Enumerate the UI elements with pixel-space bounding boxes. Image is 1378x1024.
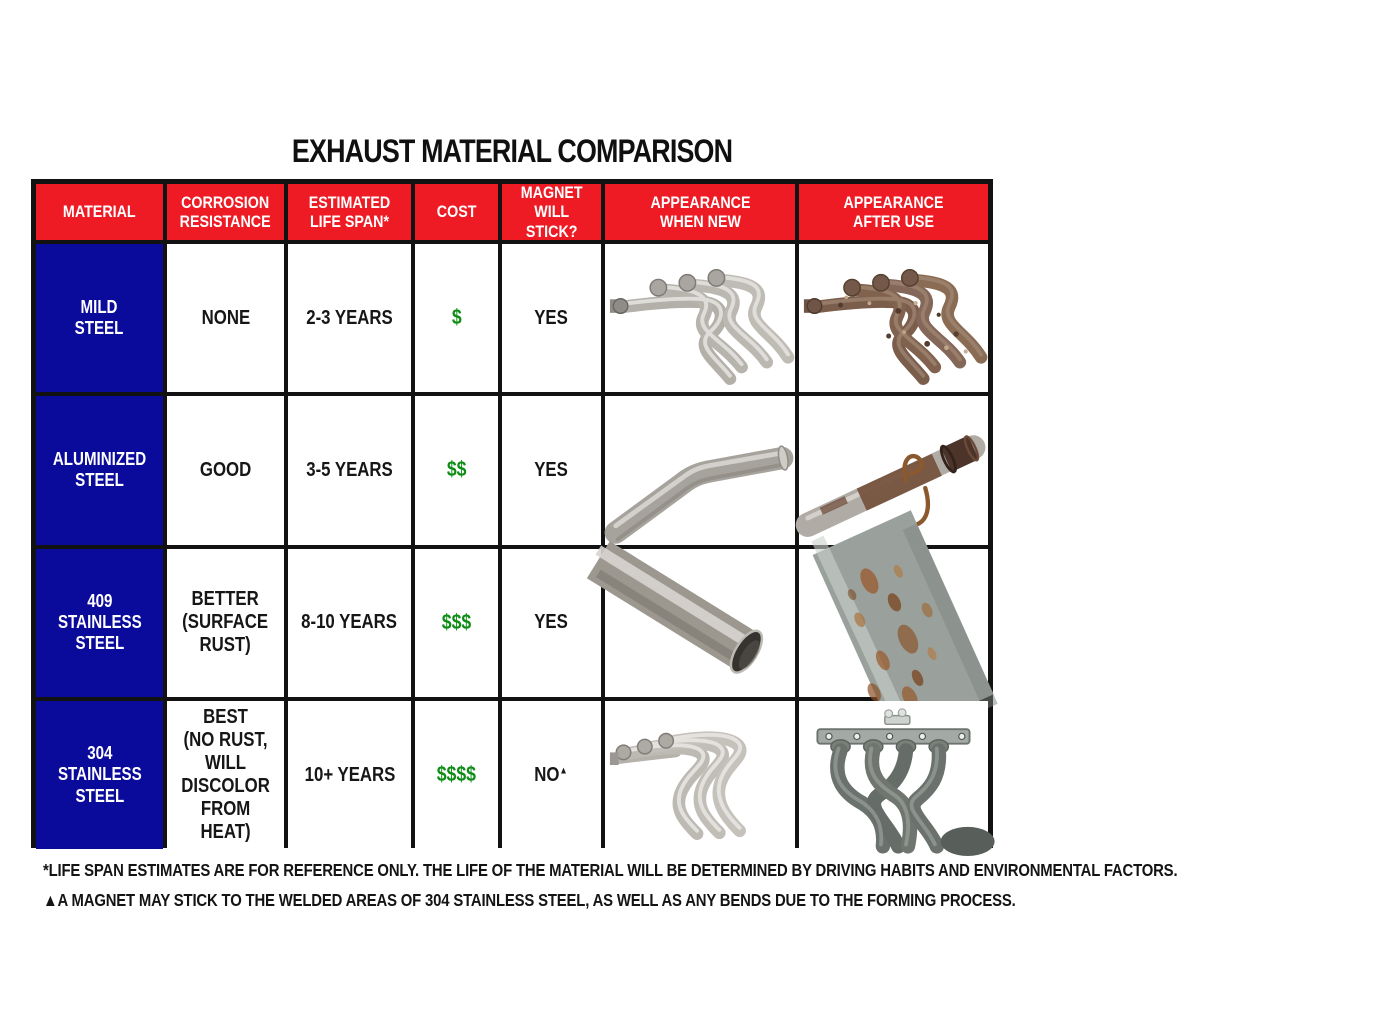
cell-cost-409-stainless: $$$ <box>415 549 498 697</box>
discolored-304-stainless-header-photo-icon <box>802 704 985 846</box>
cell-lifespan-mild-steel: 2-3 YEARS <box>288 244 411 392</box>
cell-magnet-304-stainless: NO▲ <box>502 701 601 849</box>
cell-mild-steel-used-photo <box>799 244 988 392</box>
cell-corrosion-304-stainless: BEST (NO RUST, WILL DISCOLOR FROM HEAT) <box>167 701 284 849</box>
cell-corrosion-aluminized-steel: GOOD <box>167 396 284 544</box>
new-409-stainless-straight-pipe-photo-icon <box>608 552 792 694</box>
column-header-appearance-when-new: APPEARANCE WHEN NEW <box>605 184 795 240</box>
cell-corrosion-409-stainless: BETTER (SURFACE RUST) <box>167 549 284 697</box>
page-title: EXHAUST MATERIAL COMPARISON <box>291 133 733 169</box>
footnote-lifespan: *LIFE SPAN ESTIMATES ARE FOR REFERENCE ONLY. THE LIFE OF THE MATERIAL WILL BE DETERMINED BY DRIVING HABITS AND ENVIRONMENTAL FACTORS. <box>43 860 1178 880</box>
surface-rust-pipe-closeup-photo-icon <box>802 552 985 694</box>
column-header-corrosion-resistance: CORROSION RESISTANCE <box>167 184 284 240</box>
new-aluminized-bent-pipe-photo-icon <box>608 399 792 541</box>
cell-cost-304-stainless: $$$$ <box>415 701 498 849</box>
column-header-appearance-after-use: APPEARANCE AFTER USE <box>799 184 988 240</box>
cell-material-409-stainless: 409 STAINLESS STEEL <box>36 549 163 697</box>
cell-304-new-photo <box>605 701 795 849</box>
column-header-cost: COST <box>415 184 498 240</box>
cell-corrosion-mild-steel: NONE <box>167 244 284 392</box>
new-304-stainless-header-photo-icon <box>608 704 792 846</box>
cell-lifespan-aluminized-steel: 3-5 YEARS <box>288 396 411 544</box>
cell-magnet-mild-steel: YES <box>502 244 601 392</box>
cell-cost-mild-steel: $ <box>415 244 498 392</box>
footnote-magnet: ▲A MAGNET MAY STICK TO THE WELDED AREAS OF 304 STAINLESS STEEL, AS WELL AS ANY BENDS DUE TO THE FORMING PROCESS. <box>43 890 1016 910</box>
cell-mild-steel-new-photo <box>605 244 795 392</box>
cell-material-aluminized-steel: ALUMINIZED STEEL <box>36 396 163 544</box>
comparison-table <box>31 179 993 848</box>
rusted-steel-exhaust-header-photo-icon <box>802 247 985 389</box>
footnotes <box>43 855 1178 915</box>
cell-magnet-aluminized-steel: YES <box>502 396 601 544</box>
cell-409-used-photo <box>799 549 988 697</box>
cell-material-mild-steel: MILD STEEL <box>36 244 163 392</box>
column-header-estimated-life-span: ESTIMATED LIFE SPAN* <box>288 184 411 240</box>
cell-lifespan-304-stainless: 10+ YEARS <box>288 701 411 849</box>
cell-magnet-409-stainless: YES <box>502 549 601 697</box>
cell-aluminized-new-photo <box>605 396 795 544</box>
cell-cost-aluminized-steel: $$ <box>415 396 498 544</box>
cell-material-304-stainless: 304 STAINLESS STEEL <box>36 701 163 849</box>
column-header-magnet-will-stick: MAGNET WILL STICK? <box>502 184 601 240</box>
cell-lifespan-409-stainless: 8-10 YEARS <box>288 549 411 697</box>
new-steel-exhaust-header-photo-icon <box>608 247 792 389</box>
column-header-material: MATERIAL <box>36 184 163 240</box>
cell-409-new-photo <box>605 549 795 697</box>
cell-304-used-photo <box>799 701 988 849</box>
